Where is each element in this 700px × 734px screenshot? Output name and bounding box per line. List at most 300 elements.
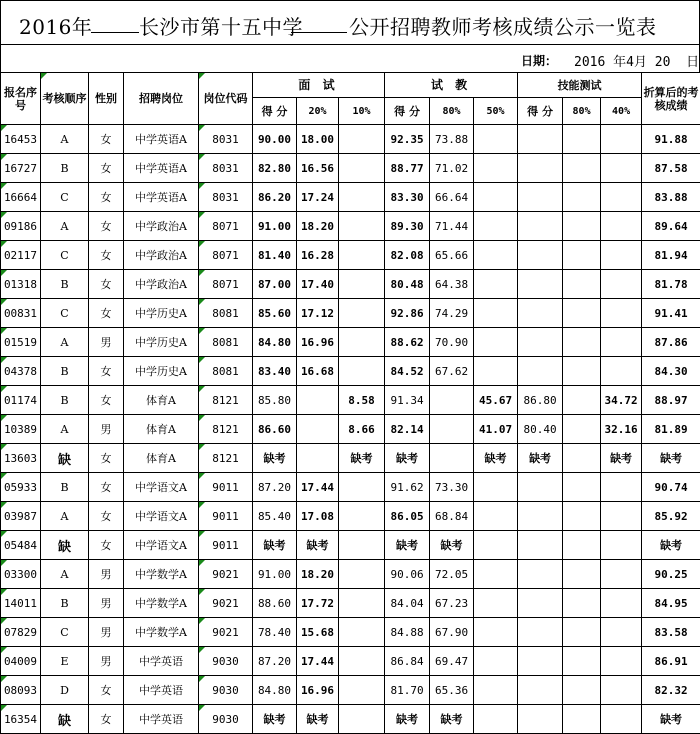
row-trial-50 — [474, 241, 518, 270]
row-trial-80 — [430, 444, 474, 473]
row-trial-80: 73.88 — [430, 125, 474, 154]
row-skill-40 — [601, 531, 642, 560]
row-trial-80: 66.64 — [430, 183, 474, 212]
table-row — [1, 357, 700, 386]
row-final: 81.78 — [642, 270, 700, 299]
row-gender: 男 — [89, 618, 124, 647]
row-skill-80 — [563, 589, 601, 618]
table-row — [1, 154, 700, 183]
row-trial-50 — [474, 473, 518, 502]
row-code: 8121 — [199, 386, 253, 415]
row-post: 中学政治A — [124, 241, 199, 270]
row-interview-20: 16.56 — [297, 154, 339, 183]
row-post: 中学历史A — [124, 357, 199, 386]
row-num: 03987 — [1, 502, 41, 531]
row-gender: 男 — [89, 415, 124, 444]
row-trial-80: 74.29 — [430, 299, 474, 328]
row-trial-50 — [474, 154, 518, 183]
skill-header: 技能测试 — [518, 73, 642, 98]
row-trial-80 — [430, 415, 474, 444]
row-final: 83.88 — [642, 183, 700, 212]
row-trial: 92.35 — [385, 125, 430, 154]
table-row — [1, 415, 700, 444]
table-row — [1, 676, 700, 705]
row-post: 中学数学A — [124, 618, 199, 647]
row-post: 中学语文A — [124, 502, 199, 531]
row-trial: 86.05 — [385, 502, 430, 531]
row-interview-10 — [339, 125, 385, 154]
row-interview-10 — [339, 270, 385, 299]
row-skill-40 — [601, 705, 642, 734]
row-interview: 86.20 — [253, 183, 297, 212]
row-code: 8031 — [199, 154, 253, 183]
row-interview: 87.00 — [253, 270, 297, 299]
row-skill-40: 32.16 — [601, 415, 642, 444]
row-code: 8081 — [199, 328, 253, 357]
row-final: 90.74 — [642, 473, 700, 502]
title-school: 长沙市第十五中学 — [139, 11, 303, 40]
row-code: 9030 — [199, 676, 253, 705]
row-trial-50 — [474, 531, 518, 560]
row-final: 91.88 — [642, 125, 700, 154]
row-interview: 缺考 — [253, 531, 297, 560]
table-body — [1, 125, 700, 734]
date-value: 2016 年4月 20 日 — [574, 51, 699, 70]
row-final: 缺考 — [642, 705, 700, 734]
row-gender: 女 — [89, 502, 124, 531]
row-skill — [518, 328, 563, 357]
row-skill-80 — [563, 241, 601, 270]
row-trial-50 — [474, 705, 518, 734]
row-interview-20: 17.08 — [297, 502, 339, 531]
row-skill-40 — [601, 502, 642, 531]
table-row — [1, 386, 700, 415]
row-skill — [518, 473, 563, 502]
row-skill-40 — [601, 183, 642, 212]
row-gender: 男 — [89, 560, 124, 589]
title-year: 2016年 — [19, 11, 92, 40]
row-skill-40: 缺考 — [601, 444, 642, 473]
col-post-header: 招聘岗位 — [124, 73, 199, 125]
row-skill-40 — [601, 270, 642, 299]
row-skill-40 — [601, 589, 642, 618]
row-interview: 82.80 — [253, 154, 297, 183]
table-row — [1, 618, 700, 647]
row-code: 9011 — [199, 531, 253, 560]
row-num: 08093 — [1, 676, 41, 705]
interview-header: 面 试 — [253, 73, 385, 98]
row-order: A — [41, 125, 89, 154]
interview-20-header: 20% — [297, 98, 339, 125]
skill-40-header: 40% — [601, 98, 642, 125]
row-order: A — [41, 502, 89, 531]
row-trial: 缺考 — [385, 531, 430, 560]
row-num: 05933 — [1, 473, 41, 502]
row-trial: 88.77 — [385, 154, 430, 183]
row-skill-80 — [563, 357, 601, 386]
row-trial-50 — [474, 560, 518, 589]
score-table — [0, 72, 700, 734]
row-skill-40 — [601, 560, 642, 589]
sheet-title — [0, 0, 700, 44]
row-skill-40: 34.72 — [601, 386, 642, 415]
row-trial-50 — [474, 183, 518, 212]
row-interview-20: 15.68 — [297, 618, 339, 647]
row-post: 中学数学A — [124, 560, 199, 589]
row-final: 85.92 — [642, 502, 700, 531]
row-skill-40 — [601, 647, 642, 676]
interview-10-header: 10% — [339, 98, 385, 125]
row-order: A — [41, 328, 89, 357]
row-trial-80: 71.02 — [430, 154, 474, 183]
row-skill — [518, 241, 563, 270]
row-final: 91.41 — [642, 299, 700, 328]
row-final: 缺考 — [642, 531, 700, 560]
interview-score-header: 得 分 — [253, 98, 297, 125]
row-trial: 缺考 — [385, 444, 430, 473]
row-code: 9021 — [199, 560, 253, 589]
row-final: 81.94 — [642, 241, 700, 270]
row-trial: 90.06 — [385, 560, 430, 589]
row-post: 中学英语 — [124, 647, 199, 676]
row-interview: 缺考 — [253, 444, 297, 473]
row-trial-50 — [474, 270, 518, 299]
row-skill-40 — [601, 154, 642, 183]
trial-80-header: 80% — [430, 98, 474, 125]
row-skill — [518, 270, 563, 299]
row-skill-80 — [563, 444, 601, 473]
row-skill-40 — [601, 241, 642, 270]
row-trial: 80.48 — [385, 270, 430, 299]
row-code: 8081 — [199, 299, 253, 328]
row-skill: 86.80 — [518, 386, 563, 415]
row-skill — [518, 183, 563, 212]
row-code: 8071 — [199, 212, 253, 241]
title-rest: 公开招聘教师考核成绩公示一览表 — [349, 11, 657, 40]
row-order: B — [41, 270, 89, 299]
row-gender: 女 — [89, 473, 124, 502]
row-skill-80 — [563, 328, 601, 357]
table-row — [1, 473, 700, 502]
row-num: 05484 — [1, 531, 41, 560]
row-skill-40 — [601, 618, 642, 647]
row-interview: 85.60 — [253, 299, 297, 328]
row-final: 83.58 — [642, 618, 700, 647]
row-interview-10 — [339, 328, 385, 357]
row-skill-40 — [601, 125, 642, 154]
row-interview-10 — [339, 531, 385, 560]
row-code: 8031 — [199, 183, 253, 212]
row-trial: 84.88 — [385, 618, 430, 647]
row-post: 中学政治A — [124, 212, 199, 241]
row-interview-20: 17.44 — [297, 647, 339, 676]
row-order: 缺 — [41, 705, 89, 734]
row-interview: 85.80 — [253, 386, 297, 415]
row-num: 16453 — [1, 125, 41, 154]
row-trial-50: 缺考 — [474, 444, 518, 473]
row-skill: 缺考 — [518, 444, 563, 473]
row-interview-20: 缺考 — [297, 705, 339, 734]
row-interview-10 — [339, 473, 385, 502]
row-num: 04378 — [1, 357, 41, 386]
row-skill-80 — [563, 473, 601, 502]
row-interview-20: 17.12 — [297, 299, 339, 328]
row-gender: 女 — [89, 444, 124, 473]
row-trial-50: 41.07 — [474, 415, 518, 444]
row-num: 16727 — [1, 154, 41, 183]
row-trial-80: 71.44 — [430, 212, 474, 241]
row-final: 86.91 — [642, 647, 700, 676]
row-trial-80: 67.62 — [430, 357, 474, 386]
row-post: 中学英语A — [124, 183, 199, 212]
row-post: 体育A — [124, 444, 199, 473]
row-interview: 86.60 — [253, 415, 297, 444]
row-trial-50 — [474, 618, 518, 647]
table-row — [1, 212, 700, 241]
row-trial: 84.52 — [385, 357, 430, 386]
row-order: E — [41, 647, 89, 676]
table-row — [1, 270, 700, 299]
row-interview-20: 18.20 — [297, 560, 339, 589]
title-underline — [91, 32, 139, 33]
row-skill — [518, 357, 563, 386]
row-code: 8031 — [199, 125, 253, 154]
row-gender: 女 — [89, 386, 124, 415]
row-trial-50 — [474, 299, 518, 328]
row-interview: 84.80 — [253, 676, 297, 705]
row-final: 84.95 — [642, 589, 700, 618]
col-order-header: 考核顺序 — [41, 73, 89, 125]
row-skill — [518, 299, 563, 328]
row-skill-40 — [601, 676, 642, 705]
row-skill-80 — [563, 531, 601, 560]
row-gender: 男 — [89, 647, 124, 676]
row-skill — [518, 125, 563, 154]
row-trial: 83.30 — [385, 183, 430, 212]
row-order: 缺 — [41, 531, 89, 560]
table-row — [1, 589, 700, 618]
trial-score-header: 得 分 — [385, 98, 430, 125]
row-code: 8121 — [199, 444, 253, 473]
row-num: 01519 — [1, 328, 41, 357]
row-order: D — [41, 676, 89, 705]
row-trial: 缺考 — [385, 705, 430, 734]
row-order: A — [41, 212, 89, 241]
table-row — [1, 183, 700, 212]
row-code: 8081 — [199, 357, 253, 386]
table-row — [1, 328, 700, 357]
row-skill-40 — [601, 328, 642, 357]
table-row — [1, 531, 700, 560]
row-interview-10 — [339, 502, 385, 531]
row-interview-10 — [339, 299, 385, 328]
row-interview-10 — [339, 560, 385, 589]
row-post: 中学语文A — [124, 531, 199, 560]
row-interview: 91.00 — [253, 560, 297, 589]
row-trial: 81.70 — [385, 676, 430, 705]
row-interview: 87.20 — [253, 647, 297, 676]
row-num: 13603 — [1, 444, 41, 473]
row-skill — [518, 154, 563, 183]
row-interview-20 — [297, 415, 339, 444]
row-final: 90.25 — [642, 560, 700, 589]
row-trial-50 — [474, 212, 518, 241]
row-interview-10 — [339, 212, 385, 241]
row-skill — [518, 647, 563, 676]
date-label: 日期： — [521, 52, 557, 69]
row-skill-80 — [563, 415, 601, 444]
table-row — [1, 241, 700, 270]
table-row — [1, 299, 700, 328]
row-num: 02117 — [1, 241, 41, 270]
row-interview-20: 16.96 — [297, 676, 339, 705]
row-skill-80 — [563, 386, 601, 415]
row-gender: 女 — [89, 705, 124, 734]
row-skill — [518, 502, 563, 531]
row-skill-80 — [563, 270, 601, 299]
row-code: 9011 — [199, 473, 253, 502]
row-interview-10: 8.66 — [339, 415, 385, 444]
row-interview: 90.00 — [253, 125, 297, 154]
row-interview: 78.40 — [253, 618, 297, 647]
row-interview: 83.40 — [253, 357, 297, 386]
row-trial-50 — [474, 647, 518, 676]
row-trial-50 — [474, 125, 518, 154]
row-final: 88.97 — [642, 386, 700, 415]
row-trial-50 — [474, 357, 518, 386]
row-trial: 92.86 — [385, 299, 430, 328]
row-interview-20 — [297, 444, 339, 473]
row-skill-40 — [601, 357, 642, 386]
row-interview-20: 16.96 — [297, 328, 339, 357]
row-trial-80: 缺考 — [430, 705, 474, 734]
col-num-header: 报名序号 — [1, 73, 41, 125]
row-post: 中学英语 — [124, 676, 199, 705]
row-skill-80 — [563, 560, 601, 589]
row-interview-20: 16.68 — [297, 357, 339, 386]
row-interview: 87.20 — [253, 473, 297, 502]
table-row — [1, 444, 700, 473]
row-code: 9030 — [199, 647, 253, 676]
row-gender: 女 — [89, 299, 124, 328]
row-interview-20: 缺考 — [297, 531, 339, 560]
row-order: B — [41, 473, 89, 502]
row-order: 缺 — [41, 444, 89, 473]
table-row — [1, 647, 700, 676]
row-gender: 女 — [89, 125, 124, 154]
row-gender: 女 — [89, 241, 124, 270]
col-gender-header: 性别 — [89, 73, 124, 125]
row-order: C — [41, 618, 89, 647]
row-trial: 82.14 — [385, 415, 430, 444]
table-row — [1, 705, 700, 734]
row-post: 体育A — [124, 415, 199, 444]
row-interview: 84.80 — [253, 328, 297, 357]
row-final: 82.32 — [642, 676, 700, 705]
row-final: 81.89 — [642, 415, 700, 444]
row-interview: 缺考 — [253, 705, 297, 734]
row-final: 87.86 — [642, 328, 700, 357]
table-row — [1, 502, 700, 531]
row-skill-40 — [601, 299, 642, 328]
row-interview-20: 17.24 — [297, 183, 339, 212]
row-trial: 86.84 — [385, 647, 430, 676]
row-interview-10 — [339, 357, 385, 386]
trial-header: 试 教 — [385, 73, 518, 98]
row-order: C — [41, 241, 89, 270]
row-code: 9021 — [199, 589, 253, 618]
row-gender: 女 — [89, 212, 124, 241]
row-interview-10 — [339, 676, 385, 705]
row-skill — [518, 589, 563, 618]
row-num: 04009 — [1, 647, 41, 676]
row-interview-10 — [339, 183, 385, 212]
row-post: 中学历史A — [124, 299, 199, 328]
row-trial-80: 65.66 — [430, 241, 474, 270]
col-code-header: 岗位代码 — [199, 73, 253, 125]
col-final-header: 折算后的考核成绩 — [642, 73, 700, 125]
trial-50-header: 50% — [474, 98, 518, 125]
row-skill-80 — [563, 154, 601, 183]
skill-score-header: 得 分 — [518, 98, 563, 125]
skill-80-header: 80% — [563, 98, 601, 125]
row-gender: 男 — [89, 589, 124, 618]
row-post: 体育A — [124, 386, 199, 415]
row-interview-10 — [339, 154, 385, 183]
date-line — [0, 44, 700, 72]
row-final: 87.58 — [642, 154, 700, 183]
row-trial: 89.30 — [385, 212, 430, 241]
row-code: 8121 — [199, 415, 253, 444]
table-row — [1, 560, 700, 589]
row-skill-40 — [601, 212, 642, 241]
row-num: 00831 — [1, 299, 41, 328]
row-interview-20: 18.00 — [297, 125, 339, 154]
row-order: A — [41, 415, 89, 444]
row-gender: 女 — [89, 154, 124, 183]
row-trial: 84.04 — [385, 589, 430, 618]
table-row — [1, 125, 700, 154]
row-skill — [518, 618, 563, 647]
row-order: B — [41, 386, 89, 415]
row-trial-50 — [474, 589, 518, 618]
row-gender: 男 — [89, 328, 124, 357]
row-skill-80 — [563, 705, 601, 734]
row-skill-80 — [563, 299, 601, 328]
row-skill — [518, 676, 563, 705]
row-interview-20: 17.40 — [297, 270, 339, 299]
row-gender: 女 — [89, 676, 124, 705]
row-skill-80 — [563, 676, 601, 705]
row-trial-80: 73.30 — [430, 473, 474, 502]
row-trial: 82.08 — [385, 241, 430, 270]
row-interview-20: 17.44 — [297, 473, 339, 502]
row-interview-20: 17.72 — [297, 589, 339, 618]
row-trial-80: 70.90 — [430, 328, 474, 357]
row-trial-80: 72.05 — [430, 560, 474, 589]
row-final: 84.30 — [642, 357, 700, 386]
row-interview-10 — [339, 589, 385, 618]
row-interview-20 — [297, 386, 339, 415]
row-trial: 88.62 — [385, 328, 430, 357]
row-num: 16354 — [1, 705, 41, 734]
row-trial: 91.62 — [385, 473, 430, 502]
row-skill — [518, 212, 563, 241]
row-interview: 81.40 — [253, 241, 297, 270]
row-interview-10: 8.58 — [339, 386, 385, 415]
row-trial-80: 68.84 — [430, 502, 474, 531]
row-skill — [518, 705, 563, 734]
